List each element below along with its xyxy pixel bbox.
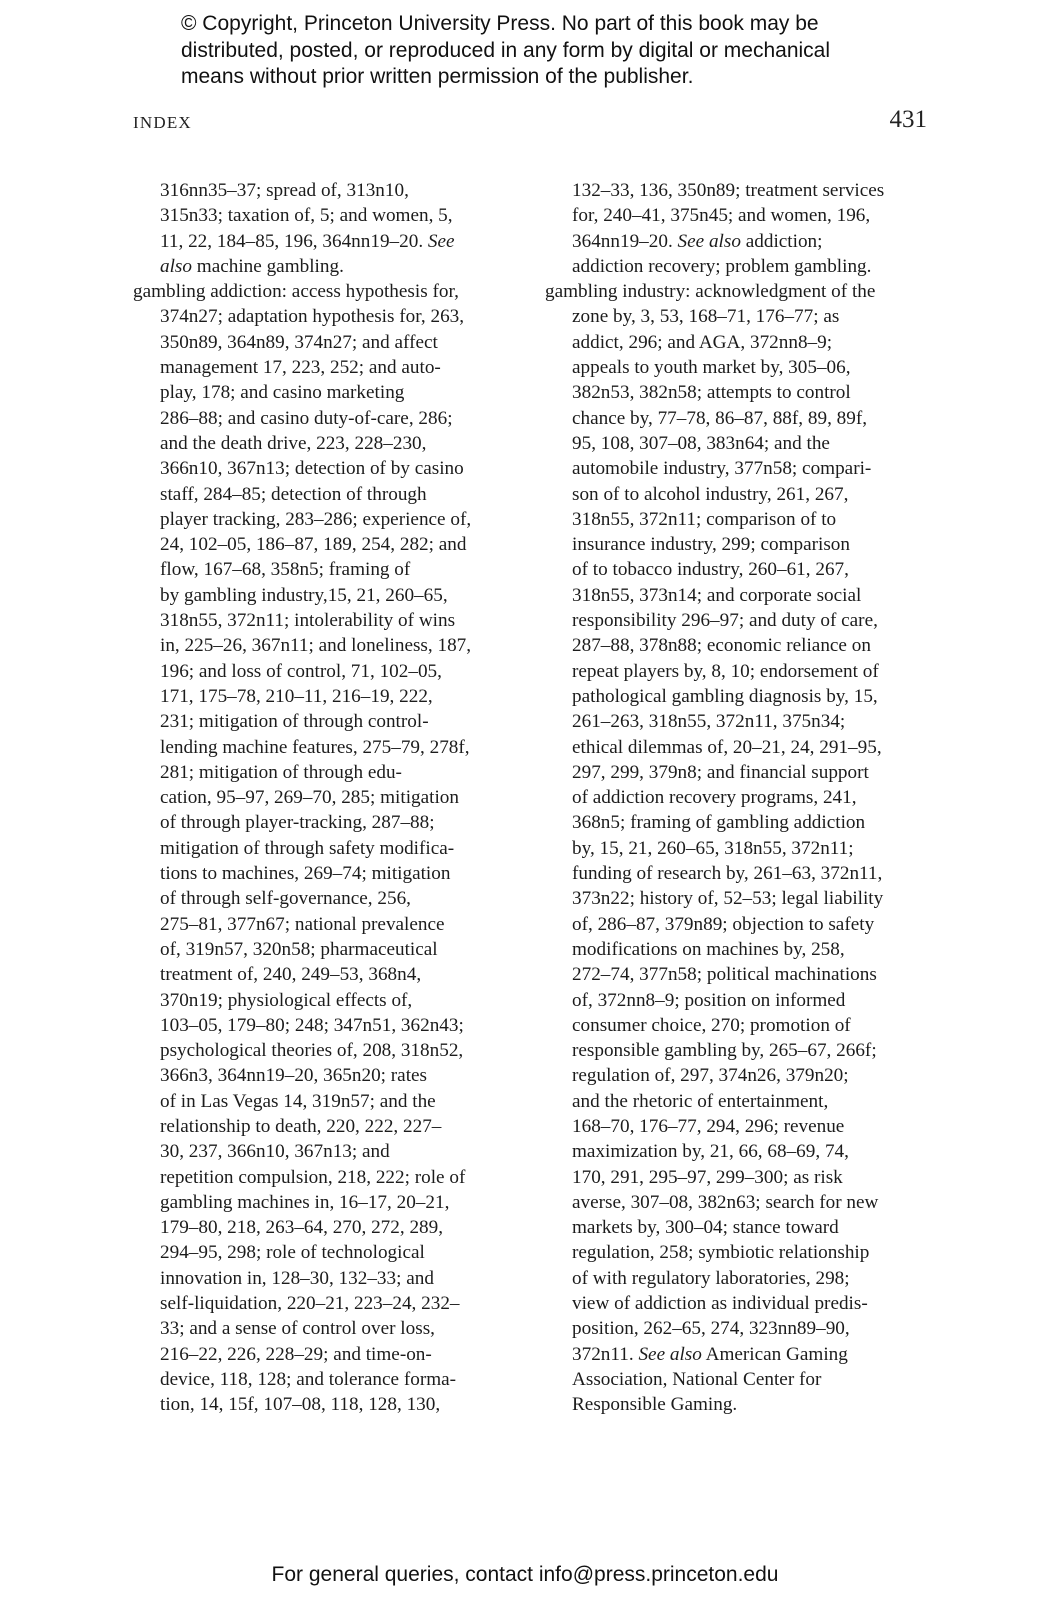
- copyright-line: means without prior written permission of the publisher.: [181, 65, 694, 88]
- index-entry-line: appeals to youth market by, 305–06,: [572, 357, 851, 379]
- index-entry-line: 30, 237, 366n10, 367n13; and: [160, 1141, 390, 1163]
- copyright-notice: [181, 11, 941, 91]
- index-entry-line: addiction recovery; problem gambling.: [572, 255, 872, 277]
- index-entry-line: 103–05, 179–80; 248; 347n51, 362n43;: [160, 1014, 464, 1036]
- index-entry-head-line: gambling industry: acknowledgment of the: [545, 281, 876, 303]
- index-entry-line: 196; and loss of control, 71, 102–05,: [160, 660, 442, 682]
- index-entry-line: 316nn35–37; spread of, 313n10,: [160, 180, 409, 201]
- index-entry-line: modifications on machines by, 258,: [572, 938, 845, 960]
- index-entry-line: 272–74, 377n58; political machinations: [572, 964, 877, 986]
- index-entry-line: 318n55, 373n14; and corporate social: [572, 584, 862, 606]
- index-entry-line: of, 286–87, 379n89; objection to safety: [572, 913, 875, 935]
- index-entry-line: innovation in, 128–30, 132–33; and: [160, 1267, 434, 1289]
- index-entry-line: of, 372nn8–9; position on informed: [572, 989, 846, 1011]
- index-entry-line: position, 262–65, 274, 323nn89–90,: [572, 1318, 850, 1340]
- index-entry-line: flow, 167–68, 358n5; framing of: [160, 559, 411, 581]
- index-entry-line: 179–80, 218, 263–64, 270, 272, 289,: [160, 1217, 444, 1239]
- index-entry-line: son of to alcohol industry, 261, 267,: [572, 483, 849, 505]
- index-entry-line: management 17, 223, 252; and auto-: [160, 357, 441, 379]
- index-entry-line: ethical dilemmas of, 20–21, 24, 291–95,: [572, 736, 882, 758]
- index-entry-line: markets by, 300–04; stance toward: [572, 1217, 839, 1239]
- copyright-line: distributed, posted, or reproduced in any form by digital or mechanical: [181, 38, 831, 62]
- index-entry-line: of addiction recovery programs, 241,: [572, 787, 857, 809]
- index-entry-line: 374n27; adaptation hypothesis for, 263,: [160, 306, 465, 328]
- index-entry-line: treatment of, 240, 249–53, 368n4,: [160, 964, 422, 986]
- index-entry-line: of with regulatory laboratories, 298;: [572, 1267, 850, 1289]
- index-entry-line: 24, 102–05, 186–87, 189, 254, 282; and: [160, 534, 467, 556]
- index-entry-line: of through player-tracking, 287–88;: [160, 812, 435, 834]
- index-entry-line: cation, 95–97, 269–70, 285; mitigation: [160, 787, 459, 809]
- index-entry-line: and the death drive, 223, 228–230,: [160, 432, 427, 454]
- index-entry-line: of, 319n57, 320n58; pharmaceutical: [160, 938, 438, 960]
- index-entry-head-line: gambling addiction: access hypothesis for,: [133, 281, 459, 303]
- index-entry-line: 297, 299, 379n8; and financial support: [572, 761, 869, 783]
- index-entry-line: 168–70, 176–77, 294, 296; revenue: [572, 1115, 845, 1137]
- index-entry-line: maximization by, 21, 66, 68–69, 74,: [572, 1141, 849, 1163]
- index-column-left: [133, 178, 533, 1418]
- index-entry-line: repeat players by, 8, 10; endorsement of: [572, 660, 879, 682]
- index-entry-line: regulation of, 297, 374n26, 379n20;: [572, 1065, 849, 1087]
- index-entry-line: averse, 307–08, 382n63; search for new: [572, 1191, 879, 1213]
- index-entry-line: by, 15, 21, 260–65, 318n55, 372n11;: [572, 837, 854, 859]
- index-entry-line: responsible gambling by, 265–67, 266f;: [572, 1040, 877, 1062]
- index-entry-line: 287–88, 378n88; economic reliance on: [572, 635, 871, 657]
- index-entry-line: 373n22; history of, 52–53; legal liability: [572, 888, 884, 910]
- index-entry-line: 95, 108, 307–08, 383n64; and the: [572, 432, 830, 454]
- index-entry-line: 366n10, 367n13; detection of by casino: [160, 458, 464, 480]
- index-entry-line: 350n89, 364n89, 374n27; and affect: [160, 331, 438, 353]
- index-entry-line: 275–81, 377n67; national prevalence: [160, 913, 445, 935]
- footer-contact: For general queries, contact info@press.princeton.edu: [271, 1563, 779, 1586]
- copyright-line: © Copyright, Princeton University Press. No part of this book may be: [181, 12, 819, 35]
- index-entry-line: play, 178; and casino marketing: [160, 382, 405, 404]
- index-entry-line: tions to machines, 269–74; mitigation: [160, 863, 451, 885]
- index-entry-line: of through self-governance, 256,: [160, 888, 411, 910]
- index-entry-line: 11, 22, 184–85, 196, 364nn19–20. See: [160, 230, 455, 252]
- index-entry-line: zone by, 3, 53, 168–71, 176–77; as: [572, 306, 840, 328]
- index-entry-line: relationship to death, 220, 222, 227–: [160, 1115, 442, 1137]
- index-entry-line: 382n53, 382n58; attempts to control: [572, 382, 851, 404]
- index-entry-line: view of addiction as individual predis-: [572, 1293, 868, 1315]
- index-entry-line: 216–22, 226, 228–29; and time-on-: [160, 1343, 432, 1365]
- index-entry-line: funding of research by, 261–63, 372n11,: [572, 863, 883, 885]
- index-entry-line: gambling machines in, 16–17, 20–21,: [160, 1191, 450, 1213]
- index-entry-line: and the rhetoric of entertainment,: [572, 1090, 829, 1112]
- index-entry-line: 364nn19–20. See also addiction;: [572, 230, 823, 252]
- index-entry-line: 132–33, 136, 350n89; treatment services: [572, 180, 885, 201]
- index-entry-line: for, 240–41, 375n45; and women, 196,: [572, 205, 871, 227]
- index-entry-line: lending machine features, 275–79, 278f,: [160, 736, 470, 758]
- index-entry-line: responsibility 296–97; and duty of care,: [572, 610, 878, 632]
- index-entry-line: 231; mitigation of through control-: [160, 711, 429, 733]
- index-entry-line: self-liquidation, 220–21, 223–24, 232–: [160, 1293, 460, 1315]
- index-entry-line: 170, 291, 295–97, 299–300; as risk: [572, 1166, 843, 1188]
- index-column-right: [545, 178, 945, 1418]
- index-entry-line: automobile industry, 377n58; compari-: [572, 458, 872, 480]
- index-entry-line: staff, 284–85; detection of through: [160, 483, 427, 505]
- index-entry-line: pathological gambling diagnosis by, 15,: [572, 685, 878, 707]
- index-entry-line: addict, 296; and AGA, 372nn8–9;: [572, 331, 833, 353]
- index-entry-line: 315n33; taxation of, 5; and women, 5,: [160, 205, 453, 227]
- index-entry-line: chance by, 77–78, 86–87, 88f, 89, 89f,: [572, 407, 868, 429]
- index-entry-line: in, 225–26, 367n11; and loneliness, 187,: [160, 635, 472, 657]
- index-entry-line: Responsible Gaming.: [572, 1394, 738, 1416]
- running-head: INDEX: [133, 113, 192, 132]
- page-number: 431: [889, 106, 927, 133]
- index-entry-line: also machine gambling.: [160, 255, 344, 277]
- index-entry-line: 372n11. See also American Gaming: [572, 1343, 848, 1365]
- index-entry-line: device, 118, 128; and tolerance forma-: [160, 1368, 457, 1390]
- index-entry-line: mitigation of through safety modifica-: [160, 837, 455, 859]
- index-entry-line: consumer choice, 270; promotion of: [572, 1014, 851, 1036]
- index-entry-line: of in Las Vegas 14, 319n57; and the: [160, 1090, 436, 1112]
- index-entry-line: by gambling industry,15, 21, 260–65,: [160, 584, 448, 606]
- index-entry-line: Association, National Center for: [572, 1368, 822, 1390]
- index-entry-line: 318n55, 372n11; intolerability of wins: [160, 610, 456, 632]
- index-entry-line: 370n19; physiological effects of,: [160, 989, 413, 1011]
- index-entry-line: 318n55, 372n11; comparison of to: [572, 508, 837, 530]
- index-entry-line: regulation, 258; symbiotic relationship: [572, 1242, 870, 1264]
- index-entry-line: repetition compulsion, 218, 222; role of: [160, 1166, 466, 1188]
- index-entry-line: 281; mitigation of through edu-: [160, 761, 402, 783]
- index-entry-line: of to tobacco industry, 260–61, 267,: [572, 559, 849, 581]
- index-entry-line: 294–95, 298; role of technological: [160, 1242, 425, 1264]
- index-entry-line: 286–88; and casino duty-of-care, 286;: [160, 407, 453, 429]
- index-entry-line: tion, 14, 15f, 107–08, 118, 128, 130,: [160, 1394, 441, 1416]
- index-entry-line: 171, 175–78, 210–11, 216–19, 222,: [160, 685, 433, 707]
- index-entry-line: player tracking, 283–286; experience of,: [160, 508, 472, 530]
- index-entry-line: insurance industry, 299; comparison: [572, 534, 850, 556]
- index-entry-line: 33; and a sense of control over loss,: [160, 1318, 435, 1340]
- index-entry-line: 366n3, 364nn19–20, 365n20; rates: [160, 1065, 428, 1087]
- index-entry-line: 261–263, 318n55, 372n11, 375n34;: [572, 711, 846, 733]
- index-entry-line: psychological theories of, 208, 318n52,: [160, 1040, 464, 1062]
- index-entry-line: 368n5; framing of gambling addiction: [572, 812, 866, 834]
